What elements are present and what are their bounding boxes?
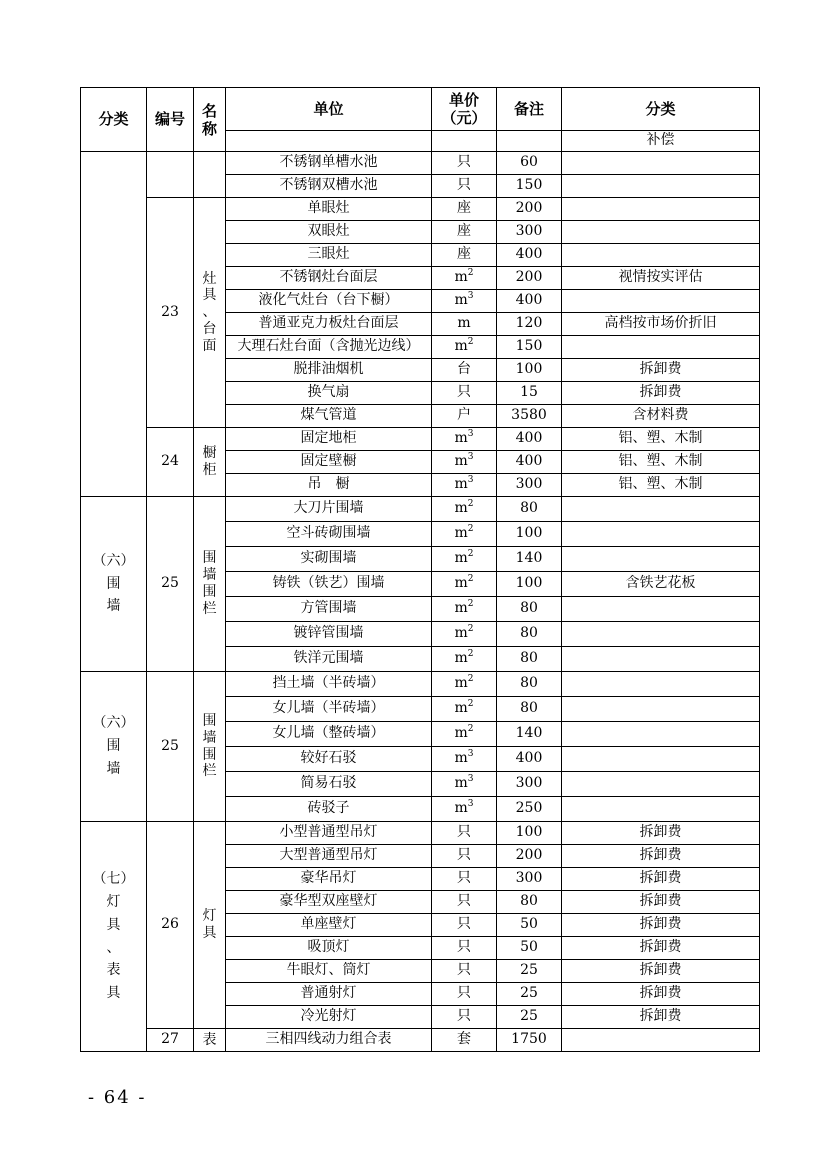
item-note: 高档按市场价折旧	[562, 313, 760, 336]
unit-text: m	[454, 575, 468, 592]
item-unit	[432, 868, 497, 891]
unit-text: 只	[457, 870, 471, 887]
unit-exponent: 2	[467, 268, 474, 279]
item-note	[562, 290, 760, 313]
unit-text: 只	[457, 824, 471, 841]
table-row	[81, 672, 760, 697]
item-number: 25	[147, 672, 194, 822]
item-description: 牛眼灯、筒灯	[226, 960, 432, 983]
item-unit	[432, 522, 497, 547]
item-name	[194, 198, 226, 428]
item-note	[562, 497, 760, 522]
item-note: 拆卸费	[562, 1006, 760, 1029]
unit-exponent: 3	[467, 475, 474, 486]
unit-text: m	[454, 476, 468, 493]
item-description: 换气扇	[226, 382, 432, 405]
item-note	[562, 697, 760, 722]
item-description: 单眼灶	[226, 198, 432, 221]
item-price: 300	[497, 474, 562, 497]
name-char: 台	[202, 320, 217, 337]
item-name	[194, 1029, 226, 1052]
item-unit	[432, 747, 497, 772]
item-unit	[432, 547, 497, 572]
item-price: 400	[497, 428, 562, 451]
header-note: 备注	[497, 88, 562, 131]
item-price: 100	[497, 572, 562, 597]
unit-text: 只	[457, 384, 471, 401]
item-note: 拆卸费	[562, 359, 760, 382]
item-description: 简易石驳	[226, 772, 432, 797]
unit-text: 座	[457, 223, 471, 240]
unit-text: m	[454, 525, 468, 542]
unit-exponent: 2	[467, 574, 474, 585]
item-unit	[432, 960, 497, 983]
continuation-cell	[432, 131, 497, 152]
item-price: 300	[497, 221, 562, 244]
unit-exponent: 2	[467, 724, 474, 735]
item-unit	[432, 672, 497, 697]
item-note	[562, 152, 760, 175]
item-description: 不锈钢单槽水池	[226, 152, 432, 175]
item-description: 豪华型双座壁灯	[226, 891, 432, 914]
unit-text: 只	[457, 985, 471, 1002]
item-price: 25	[497, 1006, 562, 1029]
item-note: 拆卸费	[562, 983, 760, 1006]
name-char: 具	[202, 925, 217, 941]
unit-text: 只	[457, 893, 471, 910]
unit-text: m	[454, 775, 468, 792]
item-price: 140	[497, 722, 562, 747]
unit-text: m	[454, 725, 468, 742]
item-unit	[432, 359, 497, 382]
category-char: 墙	[106, 598, 121, 615]
unit-exponent: 2	[467, 599, 474, 610]
item-unit	[432, 697, 497, 722]
item-unit	[432, 647, 497, 672]
item-note	[562, 221, 760, 244]
item-unit	[432, 497, 497, 522]
table-row	[81, 497, 760, 522]
item-description: 镀锌管围墙	[226, 622, 432, 647]
category-char: 具	[106, 916, 121, 933]
unit-exponent: 3	[467, 749, 474, 760]
item-unit	[432, 152, 497, 175]
item-description: 大刀片围墙	[226, 497, 432, 522]
unit-text: 只	[457, 962, 471, 979]
item-price: 200	[497, 198, 562, 221]
category-char: 墙	[106, 760, 121, 777]
item-description: 较好石驳	[226, 747, 432, 772]
unit-text: 只	[457, 939, 471, 956]
unit-text: m	[454, 338, 468, 355]
item-description: 三相四线动力组合表	[226, 1029, 432, 1052]
unit-exponent: 2	[467, 674, 474, 685]
item-description: 脱排油烟机	[226, 359, 432, 382]
item-unit	[432, 428, 497, 451]
unit-text: 套	[457, 1031, 471, 1048]
name-char: 围	[202, 584, 217, 600]
header-category2: 分类	[562, 88, 760, 131]
table-row	[81, 152, 760, 175]
item-price: 3580	[497, 405, 562, 428]
unit-text: 台	[457, 361, 471, 378]
name-char: 表	[202, 1031, 217, 1048]
item-price: 25	[497, 960, 562, 983]
unit-exponent: 2	[467, 649, 474, 660]
item-unit	[432, 937, 497, 960]
item-unit	[432, 891, 497, 914]
item-note: 铝、塑、木制	[562, 474, 760, 497]
item-description: 挡土墙（半砖墙）	[226, 672, 432, 697]
item-unit	[432, 845, 497, 868]
unit-text: 座	[457, 246, 471, 263]
name-char: 围	[202, 550, 217, 567]
item-price: 400	[497, 290, 562, 313]
item-note	[562, 522, 760, 547]
unit-text: 座	[457, 200, 471, 217]
item-description: 煤气管道	[226, 405, 432, 428]
item-note: 含材料费	[562, 405, 760, 428]
item-note	[562, 1029, 760, 1052]
category-char: 表	[106, 962, 121, 979]
unit-text: 只	[457, 916, 471, 933]
table-row	[81, 1029, 760, 1052]
category-cell	[81, 672, 147, 822]
item-unit	[432, 797, 497, 822]
item-description: 小型普通型吊灯	[226, 822, 432, 845]
item-note: 拆卸费	[562, 822, 760, 845]
category-char: 围	[106, 738, 121, 755]
unit-text: m	[454, 453, 468, 470]
item-note	[562, 647, 760, 672]
item-price: 120	[497, 313, 562, 336]
item-price: 200	[497, 845, 562, 868]
unit-text: 只	[457, 154, 471, 171]
item-number: 27	[147, 1029, 194, 1052]
unit-exponent: 3	[467, 799, 474, 810]
item-price: 100	[497, 822, 562, 845]
item-price: 100	[497, 522, 562, 547]
item-price: 250	[497, 797, 562, 822]
item-price: 140	[497, 547, 562, 572]
name-char: 栏	[202, 763, 217, 780]
name-char: 柜	[202, 462, 217, 478]
unit-exponent: 3	[467, 291, 474, 302]
item-price: 200	[497, 267, 562, 290]
item-note: 拆卸费	[562, 382, 760, 405]
item-description: 吊 橱	[226, 474, 432, 497]
unit-exponent: 2	[467, 699, 474, 710]
item-number	[147, 152, 194, 198]
item-name	[194, 152, 226, 198]
item-description: 大型普通型吊灯	[226, 845, 432, 868]
category-char: （七）	[92, 871, 135, 888]
unit-text: m	[454, 700, 468, 717]
unit-text: m	[454, 650, 468, 667]
item-description: 固定地柜	[226, 428, 432, 451]
item-description: 三眼灶	[226, 244, 432, 267]
unit-text: m	[454, 550, 468, 567]
item-name	[194, 497, 226, 672]
name-char: 墙	[202, 567, 217, 584]
item-price: 60	[497, 152, 562, 175]
item-note	[562, 797, 760, 822]
unit-exponent: 3	[467, 429, 474, 440]
item-note	[562, 772, 760, 797]
item-description: 实砌围墙	[226, 547, 432, 572]
header-unit: 单位	[226, 88, 432, 131]
item-description: 不锈钢双槽水池	[226, 175, 432, 198]
item-note: 含铁艺花板	[562, 572, 760, 597]
item-unit	[432, 175, 497, 198]
item-price: 50	[497, 914, 562, 937]
category-char: 具	[106, 985, 121, 1002]
item-unit	[432, 914, 497, 937]
name-char: 围	[202, 712, 217, 729]
item-description: 冷光射灯	[226, 1006, 432, 1029]
item-price: 400	[497, 451, 562, 474]
name-char: 灯	[202, 908, 217, 925]
item-note: 拆卸费	[562, 937, 760, 960]
item-number: 26	[147, 822, 194, 1029]
category-char: （六）	[92, 715, 135, 732]
item-note: 拆卸费	[562, 868, 760, 891]
header-name: 名 称	[194, 88, 226, 152]
item-price: 15	[497, 382, 562, 405]
category-char: 灯	[106, 893, 121, 910]
item-note	[562, 597, 760, 622]
item-unit	[432, 290, 497, 313]
item-unit	[432, 1029, 497, 1052]
item-price: 150	[497, 336, 562, 359]
item-description: 固定壁橱	[226, 451, 432, 474]
item-note	[562, 198, 760, 221]
item-price: 1750	[497, 1029, 562, 1052]
item-note	[562, 672, 760, 697]
item-price: 300	[497, 772, 562, 797]
table-row	[81, 822, 760, 845]
unit-text: m	[454, 292, 468, 309]
item-price: 80	[497, 597, 562, 622]
item-unit	[432, 983, 497, 1006]
item-unit	[432, 474, 497, 497]
item-note: 铝、塑、木制	[562, 428, 760, 451]
item-note	[562, 622, 760, 647]
item-unit	[432, 405, 497, 428]
item-price: 80	[497, 672, 562, 697]
item-description: 单座壁灯	[226, 914, 432, 937]
item-price: 150	[497, 175, 562, 198]
item-unit	[432, 822, 497, 845]
item-unit	[432, 267, 497, 290]
item-unit	[432, 198, 497, 221]
unit-exponent: 3	[467, 774, 474, 785]
item-description: 豪华吊灯	[226, 868, 432, 891]
item-number: 23	[147, 198, 194, 428]
price-table	[80, 87, 760, 1052]
item-description: 大理石灶台面（含抛光边线）	[226, 336, 432, 359]
unit-exponent: 2	[467, 337, 474, 348]
item-name	[194, 428, 226, 497]
item-unit	[432, 244, 497, 267]
category-cell	[81, 152, 147, 497]
unit-text: m	[454, 800, 468, 817]
item-description: 砖驳子	[226, 797, 432, 822]
item-note	[562, 747, 760, 772]
item-unit	[432, 722, 497, 747]
item-price: 80	[497, 497, 562, 522]
continuation-note: 补偿	[562, 131, 760, 152]
item-note: 拆卸费	[562, 891, 760, 914]
unit-text: m	[454, 430, 468, 447]
item-unit	[432, 772, 497, 797]
header-category: 分类	[81, 88, 147, 152]
item-price: 80	[497, 891, 562, 914]
item-note: 拆卸费	[562, 845, 760, 868]
name-char: 栏	[202, 600, 217, 617]
name-char: 面	[202, 337, 217, 354]
category-char: 围	[106, 575, 121, 592]
name-char: 、	[202, 304, 217, 321]
name-char: 墙	[202, 729, 217, 746]
name-char: 围	[202, 746, 217, 763]
unit-text: m	[454, 750, 468, 767]
item-description: 双眼灶	[226, 221, 432, 244]
category-cell	[81, 497, 147, 672]
item-price: 80	[497, 622, 562, 647]
item-description: 普通射灯	[226, 983, 432, 1006]
unit-text: m	[454, 625, 468, 642]
item-unit	[432, 221, 497, 244]
item-note: 铝、塑、木制	[562, 451, 760, 474]
table-body	[81, 152, 760, 1052]
item-description: 普通亚克力板灶台面层	[226, 313, 432, 336]
item-unit	[432, 336, 497, 359]
item-price: 100	[497, 359, 562, 382]
item-unit	[432, 622, 497, 647]
item-note: 视情按实评估	[562, 267, 760, 290]
table-row	[81, 428, 760, 451]
item-price: 300	[497, 868, 562, 891]
unit-text: 只	[457, 847, 471, 864]
item-note	[562, 722, 760, 747]
unit-text: 户	[457, 407, 471, 424]
table-row	[81, 198, 760, 221]
item-note	[562, 175, 760, 198]
unit-text: 只	[457, 177, 471, 194]
item-description: 液化气灶台（台下橱）	[226, 290, 432, 313]
item-price: 80	[497, 647, 562, 672]
item-unit	[432, 572, 497, 597]
header-price: 单价 （元）	[432, 88, 497, 131]
header-row	[81, 88, 760, 131]
item-price: 80	[497, 697, 562, 722]
category-char: 、	[106, 939, 121, 956]
item-number: 24	[147, 428, 194, 497]
item-description: 方管围墙	[226, 597, 432, 622]
unit-text: m	[454, 600, 468, 617]
item-price: 25	[497, 983, 562, 1006]
item-description: 铸铁（铁艺）围墙	[226, 572, 432, 597]
item-unit	[432, 382, 497, 405]
unit-exponent: 2	[467, 499, 474, 510]
unit-text: 只	[457, 1008, 471, 1025]
page-number: - 64 -	[88, 1087, 147, 1108]
item-note	[562, 547, 760, 572]
item-name	[194, 672, 226, 822]
item-note	[562, 336, 760, 359]
item-description: 女儿墙（整砖墙）	[226, 722, 432, 747]
unit-exponent: 2	[467, 549, 474, 560]
unit-exponent: 3	[467, 452, 474, 463]
header-number: 编号	[147, 88, 194, 152]
unit-text: m	[454, 269, 468, 286]
item-unit	[432, 1006, 497, 1029]
unit-text: m	[454, 500, 468, 517]
name-char: 橱	[202, 445, 217, 462]
continuation-cell	[226, 131, 432, 152]
item-description: 铁洋元围墙	[226, 647, 432, 672]
item-price: 50	[497, 937, 562, 960]
unit-exponent: 2	[467, 624, 474, 635]
unit-text: m	[454, 675, 468, 692]
name-char: 灶	[202, 270, 217, 287]
item-unit	[432, 313, 497, 336]
item-name	[194, 822, 226, 1029]
continuation-cell	[497, 131, 562, 152]
item-price: 400	[497, 747, 562, 772]
item-description: 吸顶灯	[226, 937, 432, 960]
item-description: 女儿墙（半砖墙）	[226, 697, 432, 722]
item-number: 25	[147, 497, 194, 672]
item-note: 拆卸费	[562, 914, 760, 937]
item-description: 空斗砖砌围墙	[226, 522, 432, 547]
item-unit	[432, 451, 497, 474]
item-price: 400	[497, 244, 562, 267]
unit-text: m	[457, 315, 471, 332]
item-note: 拆卸费	[562, 960, 760, 983]
category-char: （六）	[92, 552, 135, 569]
category-cell	[81, 822, 147, 1052]
unit-exponent: 2	[467, 524, 474, 535]
item-unit	[432, 597, 497, 622]
item-note	[562, 244, 760, 267]
item-description: 不锈钢灶台面层	[226, 267, 432, 290]
name-char: 具	[202, 287, 217, 304]
